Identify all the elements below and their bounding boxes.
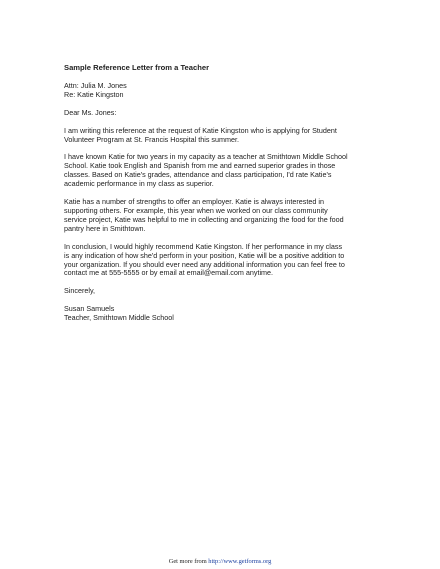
paragraph-line: is any indication of how she'd perform in your position, Katie will be a positive addition to [64, 250, 345, 260]
letter-title: Sample Reference Letter from a Teacher [64, 63, 210, 72]
paragraph-line: I am writing this reference at the request of Katie Kingston who is applying for Student [64, 125, 337, 135]
paragraph-line: Volunteer Program at St. Francis Hospital this summer. [64, 134, 239, 144]
signature-block [64, 305, 394, 323]
page-footer [0, 558, 440, 566]
paragraph-1 [64, 127, 394, 145]
paragraph-2 [64, 153, 394, 189]
recipient-block [64, 82, 394, 100]
footer-prefix: Get more from [168, 558, 209, 565]
salutation: Dear Ms. Jones: [64, 107, 117, 117]
paragraph-line: In conclusion, I would highly recommend Katie Kingston. If her performance in my class [64, 241, 343, 251]
paragraph-line: your organization. If you should ever need any additional information you can feel free to [64, 259, 345, 269]
signer-title: Teacher, Smithtown Middle School [64, 313, 174, 323]
paragraph-line: supporting others. For example, this year when we worked on our class community [64, 205, 328, 215]
footer-link[interactable]: http://www.getforms.org [208, 558, 272, 565]
paragraph-line: I have known Katie for two years in my capacity as a teacher at Smithtown Middle School [64, 152, 348, 162]
paragraph-4 [64, 243, 394, 279]
paragraph-line: classes. Based on Katie's grades, attendance and class participation, I'd rate Katie's [64, 170, 332, 180]
letter-body [64, 64, 394, 332]
attn-line: Attn: Julia M. Jones [64, 80, 127, 90]
paragraph-line: pantry here in Smithtown. [64, 223, 146, 233]
paragraph-line: academic performance in my class as superior. [64, 179, 214, 189]
re-line: Re: Katie Kingston [64, 89, 124, 99]
paragraph-line: Katie has a number of strengths to offer an employer. Katie is always interested in [64, 197, 324, 207]
paragraph-line: School. Katie took English and Spanish from me and earned superior grades in those [64, 161, 336, 171]
closing: Sincerely, [64, 286, 96, 296]
paragraph-line: contact me at 555-5555 or by email at email@email.com anytime. [64, 268, 274, 278]
signer-name: Susan Samuels [64, 304, 115, 314]
paragraph-line: service project, Katie was helpful to me in collecting and organizing the food for the food [64, 214, 344, 224]
paragraph-3 [64, 198, 394, 234]
